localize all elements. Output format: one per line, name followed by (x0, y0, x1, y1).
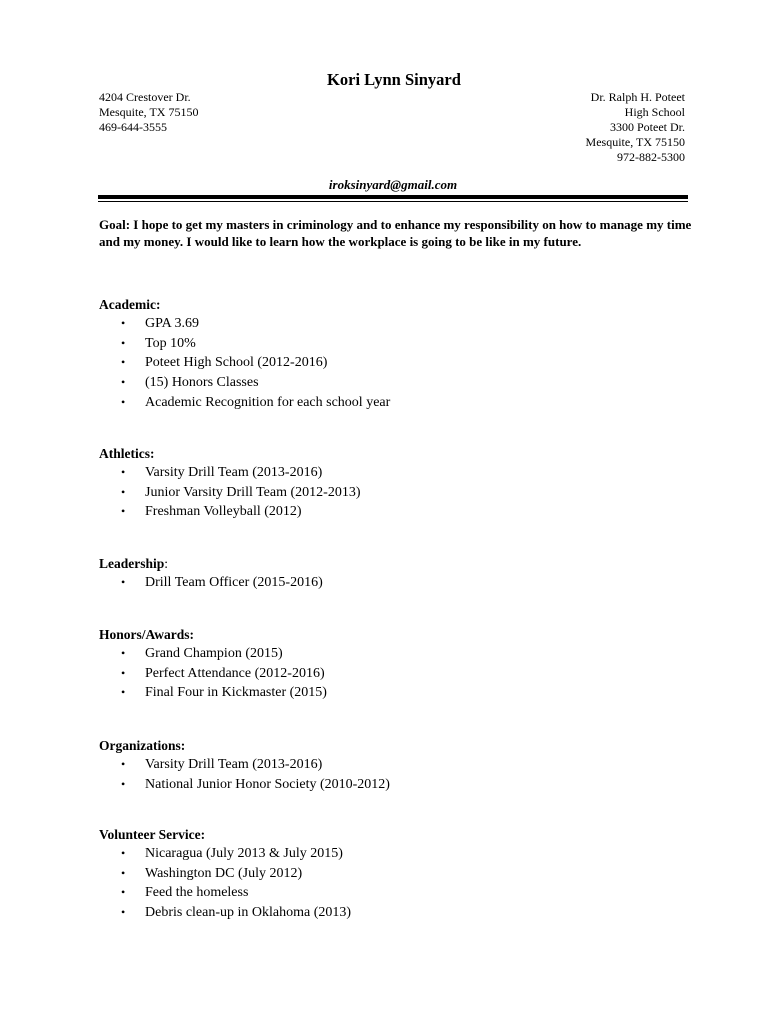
list-item (99, 573, 699, 593)
bullet-icon: • (121, 685, 126, 700)
home-city-state-zip: Mesquite, TX 75150 (99, 105, 199, 119)
volunteer-list (99, 844, 699, 923)
header-divider-thin (98, 201, 688, 202)
bullet-icon: • (121, 575, 126, 589)
email-address: iroksinyard@gmail.com (328, 177, 458, 192)
section-heading: Honors/Awards: (99, 627, 195, 642)
list-item-text: Perfect Attendance (2012-2016) (145, 665, 325, 681)
section-volunteer-service (99, 826, 699, 923)
bullet-icon: • (121, 665, 126, 680)
section-organizations (99, 737, 699, 794)
school-street: 3300 Poteet Dr. (610, 120, 685, 134)
bullet-icon: • (121, 375, 126, 390)
bullet-icon: • (121, 504, 126, 519)
list-item-text: Washington DC (July 2012) (145, 865, 303, 881)
section-heading: Volunteer Service: (99, 827, 206, 842)
list-item-text: Poteet High School (2012-2016) (145, 355, 328, 371)
section-heading: Organizations: (99, 738, 186, 753)
bullet-icon: • (121, 776, 126, 791)
bullet-icon: • (121, 394, 126, 409)
list-item (99, 353, 699, 373)
section-heading: Athletics: (99, 446, 155, 461)
section-heading: Academic: (99, 297, 161, 312)
bullet-icon: • (121, 316, 126, 330)
athletics-list (99, 463, 699, 522)
section-academic (99, 296, 699, 412)
school-name-line-2: High School (624, 105, 685, 119)
list-item (99, 314, 699, 334)
header-divider-thick (98, 195, 688, 199)
list-item (99, 393, 699, 413)
organizations-list (99, 755, 699, 794)
leadership-list (99, 573, 699, 593)
bullet-icon: • (121, 885, 126, 900)
list-item-text: Varsity Drill Team (2013-2016) (145, 465, 323, 480)
bullet-icon: • (121, 355, 126, 370)
academic-list (99, 314, 699, 412)
honors-list (99, 644, 699, 703)
list-item-text: Freshman Volleyball (2012) (145, 504, 302, 520)
resume-name: Kori Lynn Sinyard (327, 70, 461, 89)
school-phone: 972-882-5300 (617, 150, 685, 164)
home-street: 4204 Crestover Dr. (99, 90, 191, 104)
section-heading (99, 555, 699, 573)
list-item-text: Top 10% (145, 335, 196, 351)
list-item (99, 664, 699, 684)
list-item (99, 883, 699, 903)
list-item-text: Varsity Drill Team (2013-2016) (145, 757, 323, 772)
home-phone: 469-644-3555 (99, 120, 167, 134)
list-item (99, 463, 699, 483)
list-item-text: Final Four in Kickmaster (2015) (145, 685, 327, 701)
section-honors-awards (99, 626, 699, 703)
list-item-text: Nicaragua (July 2013 & July 2015) (145, 846, 343, 861)
list-item (99, 373, 699, 393)
list-item (99, 502, 699, 522)
bullet-icon: • (121, 335, 126, 350)
bullet-icon: • (121, 865, 126, 880)
list-item-text: GPA 3.69 (145, 316, 199, 331)
list-item (99, 775, 699, 795)
list-item (99, 683, 699, 703)
list-item-text: Junior Varsity Drill Team (2012-2013) (145, 484, 361, 500)
bullet-icon: • (121, 757, 126, 771)
list-item-text: National Junior Honor Society (2010-2012) (145, 776, 390, 792)
section-athletics (99, 445, 699, 522)
list-item (99, 334, 699, 354)
school-name-line-1: Dr. Ralph H. Poteet (590, 90, 685, 104)
goal-statement: Goal: I hope to get my masters in criminology and to enhance my responsibility on how to manage my time and my money. I would like to learn how the workplace is going to be like in my future. (99, 217, 692, 249)
list-item-text: Academic Recognition for each school year (145, 394, 391, 410)
bullet-icon: • (121, 905, 126, 920)
school-address-block (586, 90, 685, 165)
bullet-icon: • (121, 484, 126, 499)
list-item (99, 903, 699, 923)
school-city-state-zip: Mesquite, TX 75150 (585, 135, 685, 149)
home-address-block (99, 90, 198, 135)
list-item (99, 864, 699, 884)
list-item-text: Drill Team Officer (2015-2016) (145, 575, 323, 590)
bullet-icon: • (121, 646, 126, 660)
list-item-text: Feed the homeless (145, 885, 249, 901)
section-leadership (99, 555, 699, 593)
section-heading-text: Leadership (99, 556, 165, 571)
list-item (99, 483, 699, 503)
list-item (99, 844, 699, 864)
section-heading-colon: : (164, 556, 169, 571)
bullet-icon: • (121, 465, 126, 479)
list-item (99, 644, 699, 664)
list-item (99, 755, 699, 775)
list-item-text: (15) Honors Classes (145, 375, 259, 391)
list-item-text: Debris clean-up in Oklahoma (2013) (145, 905, 352, 921)
bullet-icon: • (121, 846, 126, 860)
list-item-text: Grand Champion (2015) (145, 646, 283, 661)
